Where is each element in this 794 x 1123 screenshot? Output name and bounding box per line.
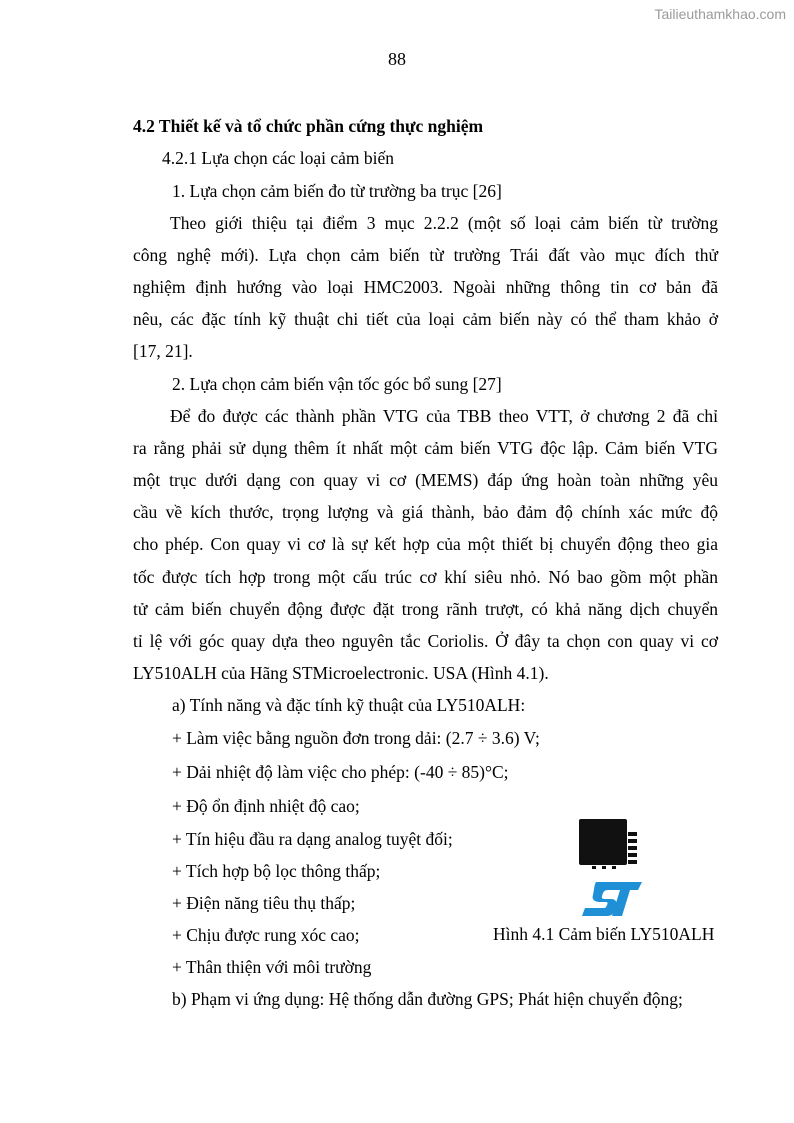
feature-item: + Độ ổn định nhiệt độ cao; bbox=[172, 796, 360, 816]
para1-line: công nghệ mới). Lựa chọn cảm biến từ trường Trái đất vào mục đích thử bbox=[133, 245, 718, 265]
para2-line: cầu về kích thước, trọng lượng và giá thành, bảo đảm độ chính xác mức độ bbox=[133, 502, 718, 522]
feature-item: + Tích hợp bộ lọc thông thấp; bbox=[172, 861, 381, 881]
watermark: Tailieuthamkhao.com bbox=[654, 6, 786, 22]
item2-heading: 2. Lựa chọn cảm biến vận tốc góc bổ sung [27] bbox=[172, 374, 502, 394]
feature-item: + Tín hiệu đầu ra dạng analog tuyệt đối; bbox=[172, 829, 453, 849]
para2-line: tử cảm biến chuyển động được đặt trong rãnh trượt, có khả năng dịch chuyển bbox=[133, 599, 718, 619]
chip-icon bbox=[578, 818, 644, 922]
para2-line: LY510ALH của Hãng STMicroelectronic. USA (Hình 4.1). bbox=[133, 663, 549, 683]
features-heading: a) Tính năng và đặc tính kỹ thuật của LY510ALH: bbox=[172, 695, 526, 715]
st-logo-icon bbox=[582, 882, 642, 916]
applications-line: b) Phạm vi ứng dụng: Hệ thống dẫn đường GPS; Phát hiện chuyển động; bbox=[172, 989, 683, 1009]
para2-line: cho phép. Con quay vi cơ là sự kết hợp của một thiết bị chuyển động theo gia bbox=[133, 534, 718, 554]
feature-item: + Dải nhiệt độ làm việc cho phép: (-40 ÷ 85)°C; bbox=[172, 762, 509, 782]
feature-item: + Làm việc bằng nguồn đơn trong dải: (2.7 ÷ 3.6) V; bbox=[172, 728, 540, 748]
page-number: 88 bbox=[388, 49, 406, 69]
para1-line: nêu, các đặc tính kỹ thuật chi tiết của loại cảm biến này có thể tham khảo ở bbox=[133, 309, 718, 329]
section-heading: 4.2 Thiết kế và tổ chức phần cứng thực nghiệm bbox=[133, 116, 484, 136]
figure-caption: Hình 4.1 Cảm biến LY510ALH bbox=[493, 924, 715, 944]
item1-heading: 1. Lựa chọn cảm biến đo từ trường ba trục [26] bbox=[172, 181, 502, 201]
feature-item: + Chịu được rung xóc cao; bbox=[172, 925, 360, 945]
para2-line: Để đo được các thành phần VTG của TBB theo VTT, ở chương 2 đã chỉ bbox=[170, 406, 718, 426]
para1-line: [17, 21]. bbox=[133, 341, 193, 361]
para1-line: Theo giới thiệu tại điểm 3 mục 2.2.2 (một số loại cảm biến từ trường bbox=[170, 213, 718, 233]
para2-line: tốc được tích hợp trong một cấu trúc cơ khí siêu nhỏ. Nó bao gồm một phần bbox=[133, 567, 718, 587]
figure-ly510alh bbox=[578, 818, 644, 922]
feature-item: + Thân thiện với môi trường bbox=[172, 957, 372, 977]
para2-line: ra rằng phải sử dụng thêm ít nhất một cảm biến VTG độc lập. Cảm biến VTG bbox=[133, 438, 718, 458]
subsection-heading: 4.2.1 Lựa chọn các loại cảm biến bbox=[162, 148, 395, 168]
feature-item: + Điện năng tiêu thụ thấp; bbox=[172, 893, 356, 913]
para1-line: nghiệm định hướng vào loại HMC2003. Ngoài những thông tin cơ bản đã bbox=[133, 277, 718, 297]
para2-line: tỉ lệ với góc quay dựa theo nguyên tắc Coriolis. Ở đây ta chọn con quay vi cơ bbox=[133, 631, 718, 651]
para2-line: một trục dưới dạng con quay vi cơ (MEMS) đáp ứng hoàn toàn những yêu bbox=[133, 470, 718, 490]
